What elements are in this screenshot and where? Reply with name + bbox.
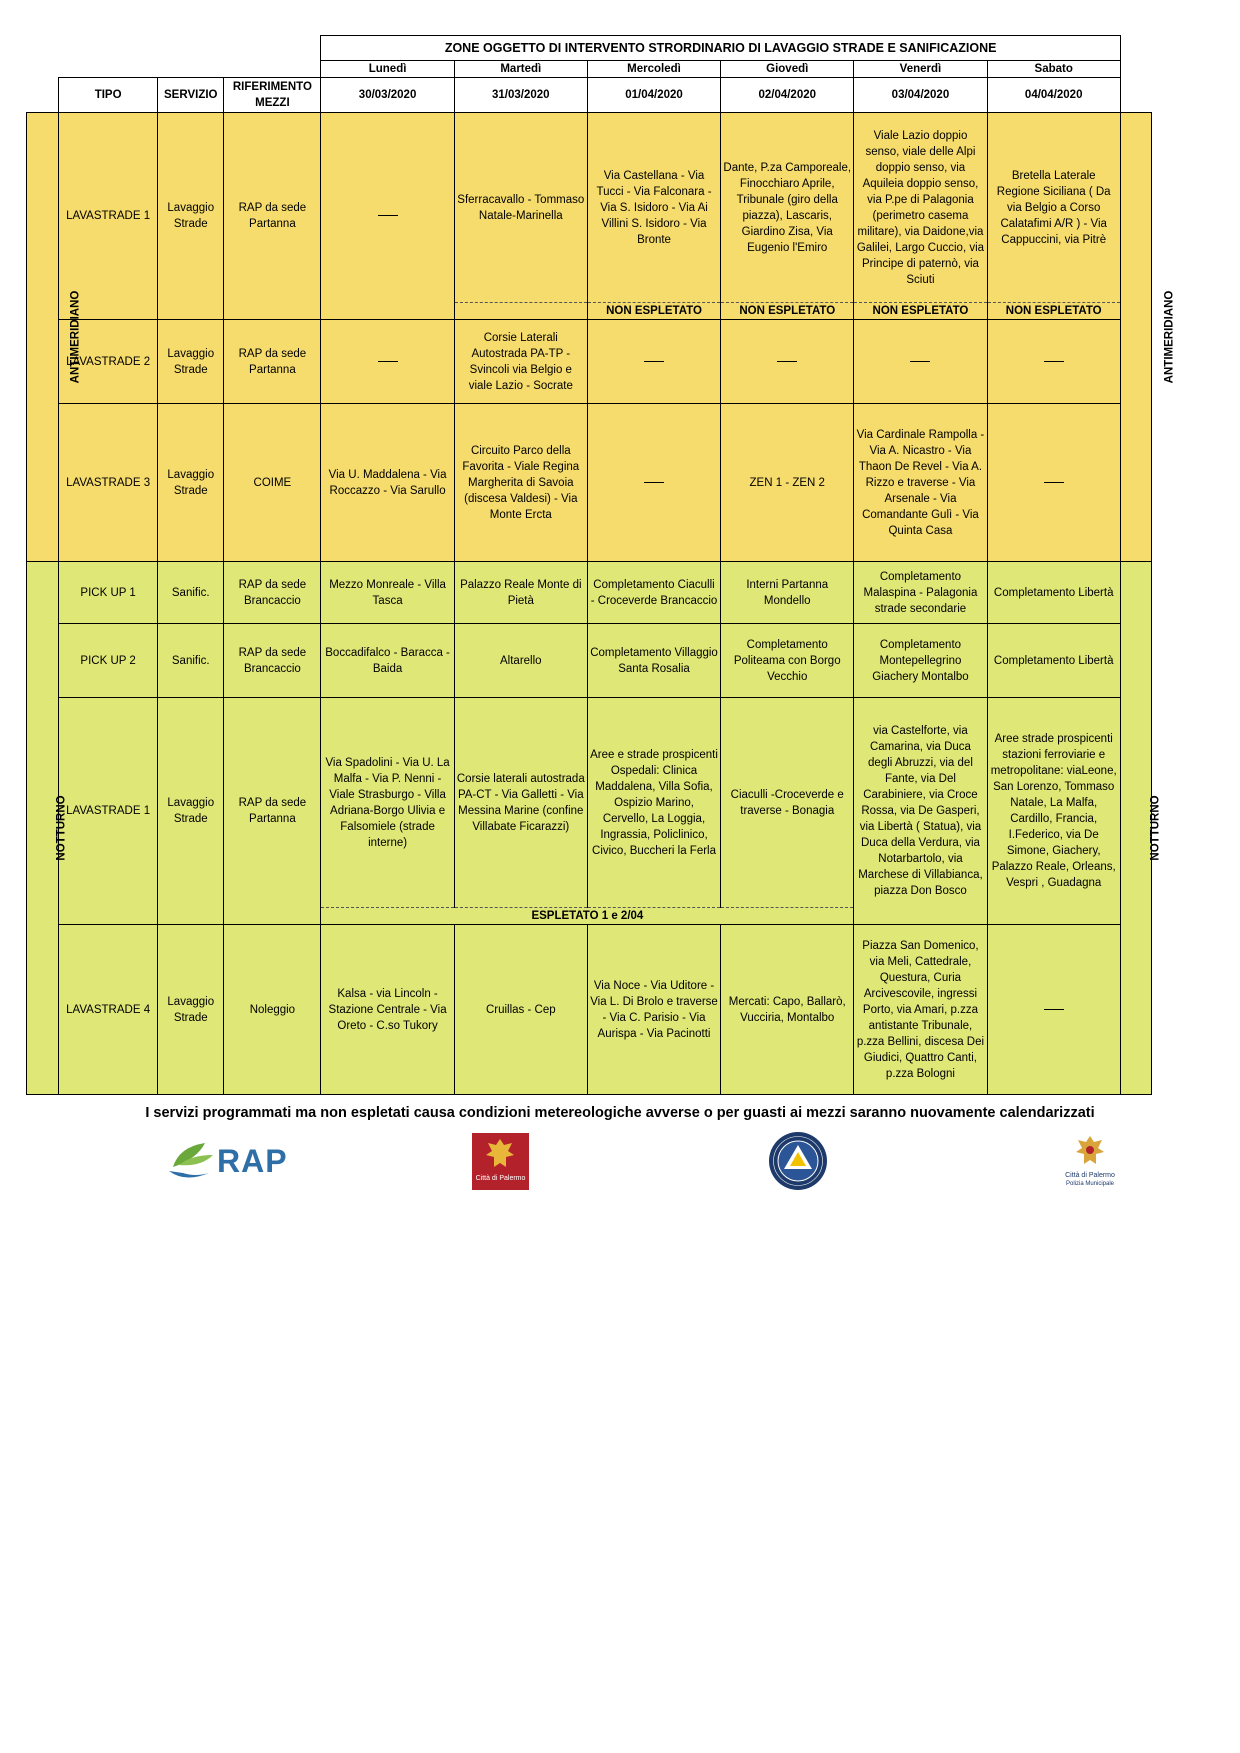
- cell-empty: [321, 320, 454, 404]
- cell-zone: Aree e strade prospicenti Ospedali: Clinica Maddalena, Villa Sofia, Ospizio Marino, Cervello, La Loggia, Ingrassia, Policlinico, Civico, Buccheri la Ferla: [587, 698, 720, 908]
- cell-riferimento: RAP da sede Partanna: [224, 113, 321, 320]
- cell-tipo: LAVASTRADE 1: [59, 113, 158, 320]
- cell-tipo: PICK UP 1: [59, 562, 158, 624]
- day-date: 02/04/2020: [721, 78, 854, 113]
- table-row: [27, 624, 1152, 698]
- status-badge: NON ESPLETATO: [587, 303, 720, 320]
- schedule-table: [26, 35, 1176, 1095]
- day-name: Venerdì: [854, 61, 987, 78]
- table-row: [27, 404, 1152, 562]
- cell-servizio: Lavaggio Strade: [158, 925, 224, 1095]
- section-label-notturno-right: NOTTURNO: [1120, 562, 1151, 1095]
- rap-logo-text: RAP: [217, 1143, 288, 1179]
- cell-zone: Palazzo Reale Monte di Pietà: [454, 562, 587, 624]
- title-row: [27, 36, 1152, 61]
- cell-riferimento: COIME: [224, 404, 321, 562]
- cell-zone: Corsie Laterali Autostrada PA-TP - Svincoli via Belgio e viale Lazio - Socrate: [454, 320, 587, 404]
- cell-zone: Corsie laterali autostrada PA-CT - Via Galletti - Via Messina Marine (confine Villabate Ficarazzi): [454, 698, 587, 908]
- section-label-antimeridiano: ANTIMERIDIANO: [27, 113, 59, 562]
- day-name-row: [27, 61, 1152, 78]
- cell-servizio: Lavaggio Strade: [158, 698, 224, 925]
- cell-riferimento: RAP da sede Partanna: [224, 320, 321, 404]
- section-label-antimeridiano-right: ANTIMERIDIANO: [1120, 113, 1151, 562]
- table-row: [27, 320, 1152, 404]
- cell-zone: Completamento Libertà: [987, 624, 1120, 698]
- cell-zone: Via Cardinale Rampolla - Via A. Nicastro - Via Thaon De Revel - Via A. Rizzo e traverse - Via Arsenale - Via Comandante Gulì - Via Quinta Casa: [854, 404, 987, 562]
- eagle-crest-icon: [472, 1133, 529, 1173]
- cell-servizio: Lavaggio Strade: [158, 404, 224, 562]
- day-name: Giovedì: [721, 61, 854, 78]
- table-title: ZONE OGGETTO DI INTERVENTO STRORDINARIO DI LAVAGGIO STRADE E SANIFICAZIONE: [321, 36, 1120, 61]
- cell-zone: Via U. Maddalena - Via Roccazzo - Via Sarullo: [321, 404, 454, 562]
- polizia-logo-line1: Città di Palermo: [1065, 1172, 1115, 1179]
- section-label-notturno: NOTTURNO: [27, 562, 59, 1095]
- palermo-logo-text: Città di Palermo: [475, 1175, 526, 1182]
- cell-zone: Via Spadolini - Via U. La Malfa - Via P. Nenni - Viale Strasburgo - Villa Adriana-Borgo Ulivia e Falsomiele (strade interne): [321, 698, 454, 908]
- table-row: [27, 698, 1152, 908]
- cell-zone: Mercati: Capo, Ballarò, Vucciria, Montalbo: [721, 925, 854, 1095]
- cell-zone: Viale Lazio doppio senso, viale delle Alpi doppio senso, via Aquileia doppio senso, via P.pe di Palagonia (perimetro casema militare), via Daidone,via Galilei, Largo Cuccio, via Principe di paternò, via Sciuti: [854, 113, 987, 303]
- day-date: 04/04/2020: [987, 78, 1120, 113]
- table-row: [27, 925, 1152, 1095]
- cell-tipo: LAVASTRADE 3: [59, 404, 158, 562]
- cell-tipo: LAVASTRADE 2: [59, 320, 158, 404]
- cell-tipo: LAVASTRADE 4: [59, 925, 158, 1095]
- day-name: Martedì: [454, 61, 587, 78]
- day-date: 03/04/2020: [854, 78, 987, 113]
- cell-tipo: LAVASTRADE 1: [59, 698, 158, 925]
- col-header-tipo: TIPO: [59, 78, 158, 113]
- cell-zone: Completamento Libertà: [987, 562, 1120, 624]
- cell-zone: Mezzo Monreale - Villa Tasca: [321, 562, 454, 624]
- cell-empty: [721, 320, 854, 404]
- status-badge: NON ESPLETATO: [854, 303, 987, 320]
- cell-empty: [987, 320, 1120, 404]
- cell-riferimento: RAP da sede Partanna: [224, 698, 321, 925]
- cell-servizio: Lavaggio Strade: [158, 320, 224, 404]
- cell-riferimento: RAP da sede Brancaccio: [224, 562, 321, 624]
- cell-empty: [987, 925, 1120, 1095]
- cell-zone: Ciaculli -Croceverde e traverse - Bonagia: [721, 698, 854, 908]
- status-badge: ESPLETATO 1 e 2/04: [321, 908, 854, 925]
- cell-zone: Sferracavallo - Tommaso Natale-Marinella: [454, 113, 587, 303]
- cell-servizio: Lavaggio Strade: [158, 113, 224, 320]
- day-date: 31/03/2020: [454, 78, 587, 113]
- cell-zone: Cruillas - Cep: [454, 925, 587, 1095]
- cell-empty: [587, 404, 720, 562]
- cell-zone: Boccadifalco - Baracca - Baida: [321, 624, 454, 698]
- cell-empty: [321, 113, 454, 320]
- day-date: 01/04/2020: [587, 78, 720, 113]
- citta-di-palermo-logo: [472, 1133, 529, 1190]
- day-name: Mercoledì: [587, 61, 720, 78]
- cell-zone: Completamento Villaggio Santa Rosalia: [587, 624, 720, 698]
- cell-zone: Via Castellana - Via Tucci - Via Falconara - Via S. Isidoro - Via Ai Villini S. Isidoro - Via Bronte: [587, 113, 720, 303]
- cell-zone: Via Noce - Via Uditore - Via L. Di Brolo e traverse - Via C. Parisio - Via Aurispa - Via Pacinotti: [587, 925, 720, 1095]
- polizia-logo-line2: Polizia Municipale: [1065, 1181, 1115, 1187]
- cell-tipo: PICK UP 2: [59, 624, 158, 698]
- cell-zone: ZEN 1 - ZEN 2: [721, 404, 854, 562]
- header-row: [27, 78, 1152, 113]
- table-row: [27, 562, 1152, 624]
- cell-zone: Dante, P.za Camporeale, Finocchiaro Aprile, Tribunale (giro della piazza), Lascaris, Giardino Zisa, Via Eugenio l'Emiro: [721, 113, 854, 303]
- cell-zone: Interni Partanna Mondello: [721, 562, 854, 624]
- cell-empty: [454, 303, 587, 320]
- protezione-civile-emblem-icon: [768, 1131, 828, 1191]
- table-row: [27, 113, 1152, 303]
- cell-empty: [987, 404, 1120, 562]
- cell-zone: Completamento Malaspina - Palagonia strade secondarie: [854, 562, 987, 624]
- status-badge: NON ESPLETATO: [987, 303, 1120, 320]
- eagle-crest-icon: [1055, 1132, 1125, 1172]
- cell-zone: Piazza San Domenico, via Meli, Cattedrale, Questura, Curia Arcivescovile, ingressi Porto, via Amari, p.zza antistante Tribunale, p.zza Bellini, discesa Dei Giudici, Quattro Canti, p.zza Bologni: [854, 925, 987, 1095]
- cell-zone: Completamento Ciaculli - Croceverde Brancaccio: [587, 562, 720, 624]
- cell-riferimento: Noleggio: [224, 925, 321, 1095]
- cell-riferimento: RAP da sede Brancaccio: [224, 624, 321, 698]
- day-name: Sabato: [987, 61, 1120, 78]
- cell-zone: Circuito Parco della Favorita - Viale Regina Margherita di Savoia (discesa Valdesi) - Via Monte Ercta: [454, 404, 587, 562]
- cell-zone: Altarello: [454, 624, 587, 698]
- col-header-servizio: SERVIZIO: [158, 78, 224, 113]
- cell-servizio: Sanific.: [158, 624, 224, 698]
- footer-note: I servizi programmati ma non espletati causa condizioni metereologiche avverse o per guasti ai mezzi saranno nuovamente calendarizzati: [145, 1105, 1095, 1121]
- cell-zone: Bretella Laterale Regione Siciliana ( Da via Belgio a Corso Calatafimi A/R ) - Via Cappuccini, via Pitrè: [987, 113, 1120, 303]
- day-date: 30/03/2020: [321, 78, 454, 113]
- cell-servizio: Sanific.: [158, 562, 224, 624]
- day-name: Lunedì: [321, 61, 454, 78]
- cell-zone: Completamento Montepellegrino Giachery Montalbo: [854, 624, 987, 698]
- cell-zone: via Castelforte, via Camarina, via Duca degli Abruzzi, via del Fante, via Del Carabiniere, via Croce Rossa, via De Gasperi, via Libertà ( Statua), via Duca della Verdura, via Notarbartolo, via Marchese di Villabianca, piazza Don Bosco: [854, 698, 987, 925]
- rap-logo: [165, 1137, 295, 1185]
- cell-zone: Aree strade prospicenti stazioni ferroviarie e metropolitane: viaLeone, San Lorenzo, Tommaso Natale, La Malfa, Cardillo, Francia, I.Federico, via De Simone, Giachery, Palazzo Reale, Orleans, Vespri , Guadagna: [987, 698, 1120, 925]
- cell-zone: Completamento Politeama con Borgo Vecchio: [721, 624, 854, 698]
- cell-empty: [854, 320, 987, 404]
- polizia-municipale-logo: [1055, 1132, 1125, 1192]
- status-badge: NON ESPLETATO: [721, 303, 854, 320]
- col-header-riferimento: RIFERIMENTO MEZZI: [224, 78, 321, 113]
- cell-zone: Kalsa - via Lincoln - Stazione Centrale - Via Oreto - C.so Tukory: [321, 925, 454, 1095]
- cell-empty: [587, 320, 720, 404]
- protezione-civile-logo: [768, 1131, 828, 1191]
